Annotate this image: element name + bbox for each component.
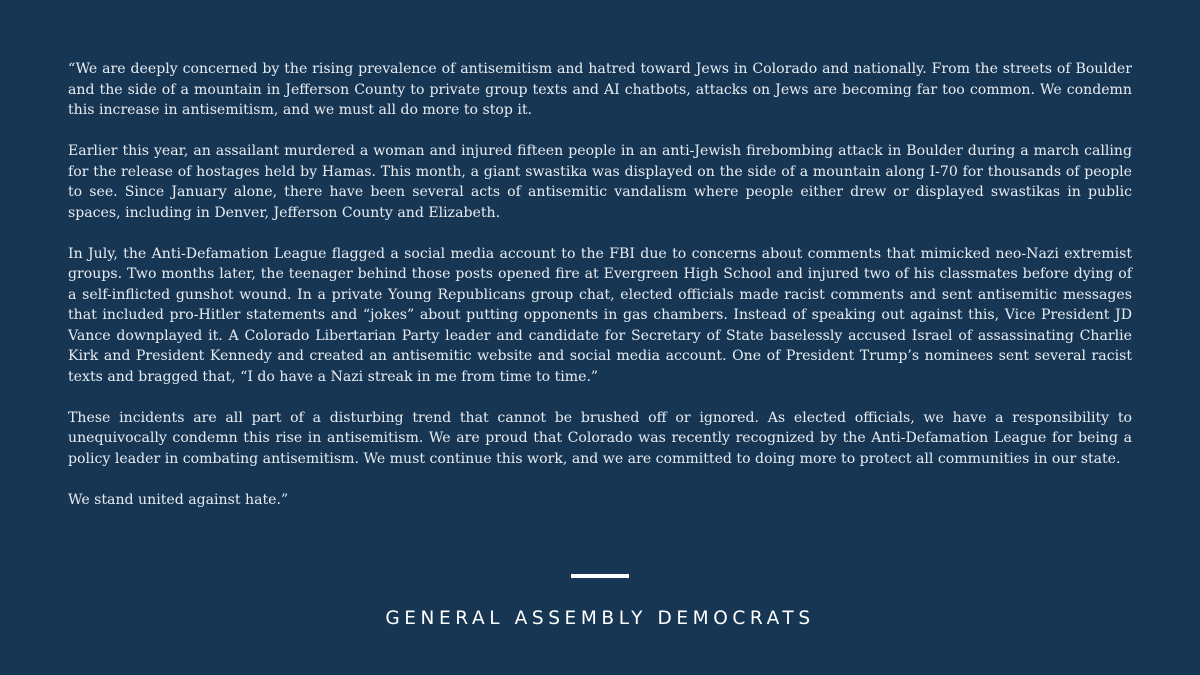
statement-body [68,59,1132,510]
signature-label: GENERAL ASSEMBLY DEMOCRATS [385,608,815,629]
statement-paragraph-5: We stand united against hate.” [68,491,289,508]
statement-paragraph-4: These incidents are all part of a disturbing trend that cannot be brushed off or ignored. As elected officials, we have a responsibility to unequivocally condemn this rise in antisemitism. We are proud that Colorado was recently recognized by the Anti-Defamation League for being a policy leader in combating antisemitism. We must continue this work, and we are committed to doing more to protect all communities in our state. [68,409,1132,467]
statement-paragraph-3: In July, the Anti-Defamation League flagged a social media account to the FBI due to concerns about comments that mimicked neo-Nazi extremist groups. Two months later, the teenager behind those posts opened fire at Evergreen High School and injured two of his classmates before dying of a self-inflicted gunshot wound. In a private Young Republicans group chat, elected officials made racist comments and sent antisemitic messages that included pro-Hitler statements and “jokes” about putting opponents in gas chambers. Instead of speaking out against this, Vice President JD Vance downplayed it. A Colorado Libertarian Party leader and candidate for Secretary of State baselessly accused Israel of assassinating Charlie Kirk and President Kennedy and created an antisemitic website and social media account. One of President Trump’s nominees sent several racist texts and bragged that, “I do have a Nazi streak in me from time to time.” [68,245,1132,385]
statement-paragraph-2: Earlier this year, an assailant murdered a woman and injured fifteen people in an anti-Jewish firebombing attack in Boulder during a march calling for the release of hostages held by Hamas. This month, a giant swastika was displayed on the side of a mountain along I-70 for thousands of people to see. Since January alone, there have been several acts of antisemitic vandalism where people either drew or displayed swastikas in public spaces, including in Denver, Jefferson County and Elizabeth. [68,143,1132,221]
statement-paragraph-1: “We are deeply concerned by the rising prevalence of antisemitism and hatred toward Jews in Colorado and nationally. From the streets of Boulder and the side of a mountain in Jefferson County to private group texts and AI chatbots, attacks on Jews are becoming far too common. We condemn this increase in antisemitism, and we must all do more to stop it. [68,61,1132,118]
signature-divider [571,574,629,578]
